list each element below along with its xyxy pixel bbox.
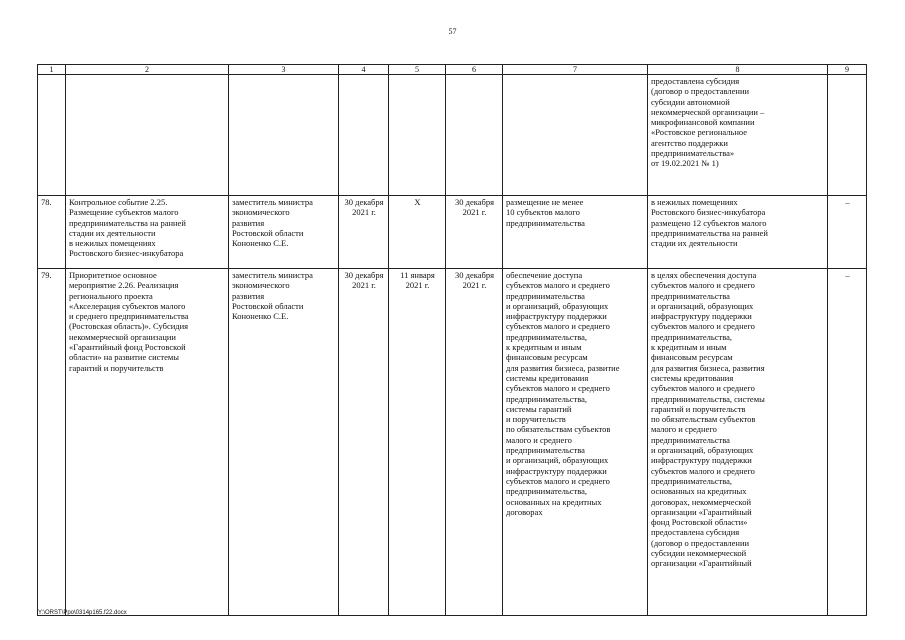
cell-number: 78. [38, 196, 66, 269]
page-number: 57 [448, 27, 457, 36]
cell-event [66, 75, 229, 196]
cell-plan-date [339, 75, 389, 196]
column-header: 1 [38, 65, 66, 75]
cell-actual-result: в целях обеспечения доступа субъектов малого и среднего предпринимательства и организаций, образующих инфраструктуру поддержки субъектов малого и среднего предпринимательства, к кредитным и иным финансовым ресурсам для развития бизнеса, развития системы кредитования субъектов малого и среднего предпринимательства, системы гарантий и поручительств по обязательствам субъектов малого и среднего предпринимательства и организаций, образующих инфраструктуру поддержки субъектов малого и среднего предпринимательства, основанных на кредитных договорах, некоммерческой организации «Гарантийный фонд Ростовской области» предоставлена субсидия (договор о предоставлении субсидии некоммерческой организации «Гарантийный [648, 269, 828, 616]
table-row [38, 269, 867, 616]
column-header: 9 [828, 65, 867, 75]
column-header: 8 [648, 65, 828, 75]
table-header-row [38, 65, 867, 75]
cell-note [828, 75, 867, 196]
cell-event: Контрольное событие 2.25. Размещение субъектов малого предпринимательства на ранней стадии их деятельности в нежилых помещениях Ростовского бизнес-инкубатора [66, 196, 229, 269]
column-header: 4 [339, 65, 389, 75]
cell-expected-result [503, 75, 648, 196]
cell-start-date: 11 января 2021 г. [389, 269, 446, 616]
cell-end-date: 30 декабря 2021 г. [446, 269, 503, 616]
cell-end-date [446, 75, 503, 196]
report-table [37, 64, 867, 616]
file-path-footer: Y:\ORST\Ppo\0314p165.f22.docx [38, 610, 127, 616]
cell-end-date: 30 декабря 2021 г. [446, 196, 503, 269]
cell-event: Приоритетное основное мероприятие 2.26. Реализация регионального проекта «Акселерация субъектов малого и среднего предпринимательства (Ростовская область)». Субсидия некоммерческой организации «Гарантийный фонд Ростовской области» на развитие системы гарантий и поручительств [66, 269, 229, 616]
cell-expected-result: обеспечение доступа субъектов малого и среднего предпринимательства и организаций, образующих инфраструктуру поддержки субъектов малого и среднего предпринимательства, к кредитным и иным финансовым ресурсам для развития бизнеса, развитие системы кредитования субъектов малого и среднего предпринимательства, системы гарантий и поручительств по обязательствам субъектов малого и среднего предпринимательства и организаций, образующих инфраструктуру поддержки субъектов малого и среднего предпринимательства, основанных на кредитных договорах [503, 269, 648, 616]
cell-start-date: X [389, 196, 446, 269]
cell-plan-date: 30 декабря 2021 г. [339, 196, 389, 269]
cell-note: – [828, 269, 867, 616]
table-row [38, 75, 867, 196]
cell-actual-result: в нежилых помещениях Ростовского бизнес-инкубатора размещено 12 субъектов малого предпринимательства на ранней стадии их деятельности [648, 196, 828, 269]
column-header: 3 [229, 65, 339, 75]
cell-responsible: заместитель министра экономического развития Ростовской области Кононенко С.Е. [229, 196, 339, 269]
cell-note: – [828, 196, 867, 269]
column-header: 5 [389, 65, 446, 75]
column-header: 7 [503, 65, 648, 75]
cell-number: 79. [38, 269, 66, 616]
cell-expected-result: размещение не менее 10 субъектов малого предпринимательства [503, 196, 648, 269]
cell-actual-result: предоставлена субсидия (договор о предоставлении субсидии автономной некоммерческой организации – микрофинансовой компании «Ростовское региональное агентство поддержки предпринимательства» от 19.02.2021 № 1) [648, 75, 828, 196]
table-row [38, 196, 867, 269]
column-header: 6 [446, 65, 503, 75]
column-header: 2 [66, 65, 229, 75]
cell-plan-date: 30 декабря 2021 г. [339, 269, 389, 616]
cell-start-date [389, 75, 446, 196]
cell-number [38, 75, 66, 196]
cell-responsible [229, 75, 339, 196]
cell-responsible: заместитель министра экономического развития Ростовской области Кононенко С.Е. [229, 269, 339, 616]
